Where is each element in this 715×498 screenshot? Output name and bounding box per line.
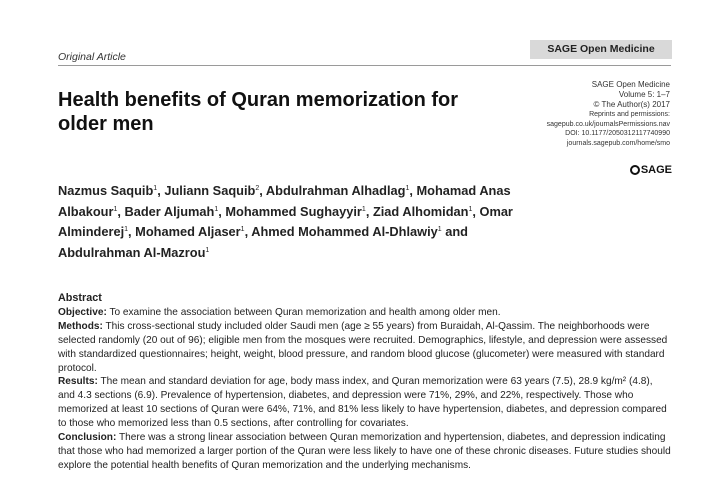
objective-label: Objective: bbox=[58, 306, 107, 318]
objective-text: To examine the association between Quran memorization and health among older men. bbox=[109, 306, 501, 318]
results-label: Results: bbox=[58, 376, 98, 388]
author-affiliation: 1 bbox=[124, 226, 129, 233]
meta-volume: Volume 5: 1–7 bbox=[618, 90, 670, 99]
author-affiliation: 1 bbox=[468, 205, 473, 213]
author-name: Mohamad Anas Albakour$^1$ bbox=[58, 183, 511, 219]
meta-journal: SAGE Open Medicine bbox=[591, 80, 670, 89]
author-name: Abdulrahman Al-Mazrou$^1$ bbox=[58, 244, 210, 260]
abstract bbox=[58, 292, 671, 473]
abstract-conclusion bbox=[58, 431, 671, 473]
author-name: Mohammed Sughayyir$^1$ bbox=[225, 203, 366, 219]
author-affiliation: 1 bbox=[214, 205, 219, 213]
author-name: Mohamed Aljaser$^1$ bbox=[135, 224, 245, 239]
meta-reprints: Reprints and permissions: bbox=[589, 111, 670, 118]
meta-doi: DOI: 10.1177/2050312117740990 bbox=[565, 130, 670, 138]
meta-home-link[interactable]: journals.sagepub.com/home/smo bbox=[566, 139, 670, 147]
author-list: Nazmus Saquib$^1$, Juliann Saquib$^2$, Abdulrahman Alhadlag$^1$, Mohamad Anas Albakour$^1$, Bader Aljumah$^1$, Mohammed Sughayyir$^1$, Ziad Alhomidan$^1$, Omar Alminderej$^1$, Mohamed Aljaser$^1$, Ahmed Mohammed Al-Dhlawiy$^1$ and Abdulrahman Al-Mazrou$^1$ bbox=[58, 183, 513, 260]
abstract-methods bbox=[58, 320, 671, 376]
results-text: The mean and standard deviation for age, body mass index, and Quran memorization were 63 years (7.5), 28.9 kg/m² (4.8), and 4.3 sections (6.9). Prevalence of hypertension, diabetes, and depression were 71%, 29%, and 22%, respectively. Those who memorized at least 10 sections of Quran were 64%, 71%, and 81% less likely to have hypertension, diabetes, and depression compared to those who memorized less than 0.5 sections, after controlling for covariates. bbox=[58, 376, 667, 430]
conclusion-label: Conclusion: bbox=[58, 432, 117, 444]
methods-text: This cross-sectional study included older Saudi men (age ≥ 55 years) from Buraidah, Al-Qassim. The neighborhoods were selected randomly (20 out of 96); eligible men from the mosques were recruited. Demographics, lifestyle, and depression were assessed with standardized questionnaires; height, weight, blood pressure, and random blood glucose (glucometer) were measured with standard protocol. bbox=[58, 320, 668, 374]
article-title: Health benefits of Quran memorization for older men bbox=[58, 89, 459, 135]
author-affiliation: 1 bbox=[153, 185, 158, 192]
author-affiliation: 1 bbox=[437, 226, 442, 233]
meta-reprints-link[interactable]: sagepub.co.uk/journalsPermissions.nav bbox=[546, 120, 670, 128]
author-name: Omar Alminderej$^1$ bbox=[58, 203, 513, 239]
publication-meta bbox=[480, 80, 670, 148]
author-name: Nazmus Saquib$^1$ bbox=[58, 183, 158, 198]
author-name: Bader Aljumah$^1$ bbox=[124, 203, 219, 219]
author-name: Juliann Saquib$^2$ bbox=[164, 183, 260, 198]
sage-swirl-icon bbox=[630, 165, 640, 175]
author-affiliation: 1 bbox=[113, 205, 118, 213]
abstract-results bbox=[58, 375, 671, 431]
methods-label: Methods: bbox=[58, 320, 103, 332]
journal-badge: SAGE Open Medicine bbox=[530, 40, 672, 59]
meta-copyright: © The Author(s) 2017 bbox=[593, 100, 670, 109]
abstract-objective bbox=[58, 306, 671, 320]
author-name: Ziad Alhomidan$^1$ bbox=[372, 203, 473, 219]
author-affiliation: 1 bbox=[361, 205, 366, 213]
author-name: Abdulrahman Alhadlag$^1$ bbox=[265, 183, 410, 198]
abstract-heading: Abstract bbox=[58, 292, 102, 304]
article-type: Original Article bbox=[58, 51, 126, 63]
sage-logo bbox=[600, 164, 672, 176]
author-name: Ahmed Mohammed Al-Dhlawiy$^1$ bbox=[251, 224, 442, 239]
author-affiliation: 1 bbox=[205, 246, 210, 254]
conclusion-text: There was a strong linear association between Quran memorization and hypertension, diabetes, and depression indicating that those who had memorized a larger portion of the Quran were less likely to have one of these chronic diseases. Future studies should explore the potential health benefits of Quran memorization and the underlying mechanisms. bbox=[58, 432, 671, 471]
author-affiliation: 1 bbox=[405, 185, 410, 192]
header-divider bbox=[58, 65, 671, 66]
sage-logo-text: SAGE bbox=[640, 164, 672, 176]
author-affiliation: 1 bbox=[240, 226, 245, 233]
author-affiliation: 2 bbox=[255, 185, 260, 192]
